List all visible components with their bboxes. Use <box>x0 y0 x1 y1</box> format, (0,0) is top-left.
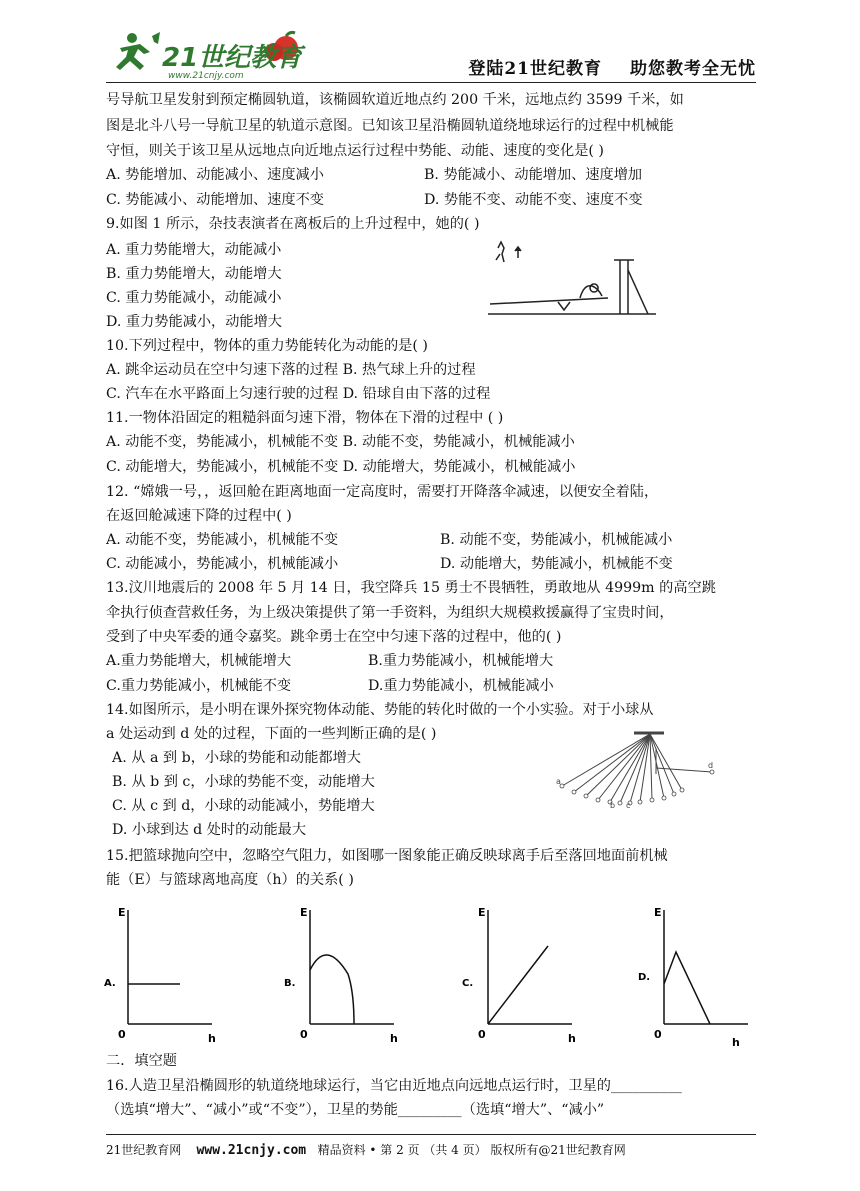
header-divider <box>106 82 756 83</box>
intro-line-3: 守恒，则关于该卫星从远地点向近地点运行过程中势能、动能、速度的变化是( ) <box>106 143 604 159</box>
graph-c-label: C. <box>462 978 474 989</box>
graph-d-curve <box>664 952 710 1024</box>
footer-url-link[interactable]: www.21cnjy.com <box>196 1143 307 1158</box>
q13-option-b: B.重力势能减小，机械能增大 <box>368 653 554 669</box>
site-logo[interactable] <box>110 30 310 82</box>
graph-d-y-label: E <box>654 906 662 919</box>
intro-line-2: 图是北斗八号一导航卫星的轨道示意图。已知该卫星沿椭圆轨道绕地球运行的过程中机械能 <box>106 118 674 134</box>
q12-option-a: A. 动能不变，势能减小，机械能不变 <box>106 532 339 548</box>
footer-divider <box>106 1134 756 1135</box>
q11-options-cd: C. 动能增大，势能减小，机械能不变 D. 动能增大，势能减小，机械能减小 <box>106 459 576 475</box>
graph-c <box>460 902 580 1054</box>
graph-d <box>636 902 756 1054</box>
graph-a-y-label: E <box>118 906 126 919</box>
footer-site-name: 21世纪教育网 <box>106 1143 182 1157</box>
q13-option-a: A.重力势能增大，机械能增大 <box>106 653 292 669</box>
pendulum-label-d: d <box>708 761 714 770</box>
graph-b-label: B. <box>284 978 296 989</box>
pendulum-label-b: b <box>610 801 616 808</box>
q15-line-1: 15.把篮球抛向空中，忽略空气阻力，如图哪一图象能正确反映球离手后至落回地面前机械 <box>106 848 668 864</box>
graph-b-curve <box>310 955 354 1024</box>
q12-option-c: C. 动能减小，势能减小，机械能减小 <box>106 556 339 572</box>
q13-option-d: D.重力势能减小，机械能减小 <box>368 678 554 694</box>
q16-line-1: 16.人造卫星沿椭圆形的轨道绕地球运行，当它由近地点向远地点运行时，卫星的__________ <box>106 1078 682 1094</box>
logo-url: www.21cnjy.com <box>168 71 244 81</box>
logo-text: 21世纪教育 <box>162 43 303 73</box>
q12-line-1: 12. “嫦娥一号，，返回舱在距离地面一定高度时，需要打开降落伞减速，以便安全着陆， <box>106 484 659 500</box>
graph-c-curve <box>488 946 548 1024</box>
q11-stem: 11.一物体沿固定的粗糙斜面匀速下滑，物体在下滑的过程中 ( ) <box>106 410 504 426</box>
graph-b-origin: 0 <box>300 1028 308 1041</box>
pendulum-figure <box>554 728 724 808</box>
pendulum-label-a: a <box>556 777 561 786</box>
footer-page-info: 精品资料 • 第 2 页 （共 4 页） 版权所有@21世纪教育网 <box>317 1143 626 1157</box>
q14-option-d: D. 小球到达 d 处时的动能最大 <box>112 822 307 838</box>
graph-d-x-label: h <box>732 1036 740 1049</box>
slogan-left: 登陆21世纪教育 <box>468 59 602 79</box>
graph-b-x-label: h <box>390 1032 398 1045</box>
q10-stem: 10.下列过程中，物体的重力势能转化为动能的是( ) <box>106 338 428 354</box>
q12-option-d: D. 动能增大，势能减小，机械能不变 <box>440 556 673 572</box>
graph-a-x-label: h <box>208 1032 216 1045</box>
graph-a <box>100 902 220 1054</box>
q14-option-b: B. 从 b 到 c，小球的势能不变，动能增大 <box>112 774 375 790</box>
graph-d-label: D. <box>638 972 651 983</box>
graph-d-origin: 0 <box>654 1028 662 1041</box>
q13-option-c: C.重力势能减小，机械能不变 <box>106 678 292 694</box>
intro-option-c: C. 势能减小、动能增加、速度不变 <box>106 192 324 208</box>
graph-a-label: A. <box>104 978 116 989</box>
q9-option-b: B. 重力势能增大，动能增大 <box>106 266 282 282</box>
acrobat-figure <box>488 240 660 320</box>
section-heading-fill-in: 二．填空题 <box>106 1053 177 1069</box>
q10-options-cd: C. 汽车在水平路面上匀速行驶的过程 D. 铅球自由下落的过程 <box>106 386 491 402</box>
page-footer <box>106 1141 626 1158</box>
q9-stem: 9.如图 1 所示，杂技表演者在离板后的上升过程中，她的( ) <box>106 216 480 232</box>
graph-c-x-label: h <box>568 1032 576 1045</box>
header-slogan <box>468 54 756 79</box>
intro-line-1: 号导航卫星发射到预定椭圆轨道，该椭圆软道近地点约 200 千米，远地点约 3599 千米，如 <box>106 92 684 108</box>
graph-b-y-label: E <box>300 906 308 919</box>
q14-option-c: C. 从 c 到 d，小球的动能减小，势能增大 <box>112 798 375 814</box>
graph-c-origin: 0 <box>478 1028 486 1041</box>
q11-options-ab: A. 动能不变，势能减小，机械能不变 B. 动能不变，势能减小，机械能减小 <box>106 434 575 450</box>
q9-option-c: C. 重力势能减小，动能减小 <box>106 290 282 306</box>
slogan-right: 助您教考全无忧 <box>630 59 756 79</box>
q13-line-2: 伞执行侦查营救任务，为上级决策提供了第一手资料，为组织大规模救援赢得了宝贵时间， <box>106 605 674 621</box>
pendulum-label-c: c <box>626 801 631 808</box>
q14-line-1: 14.如图所示，是小明在课外探究物体动能、势能的转化时做的一个小实验。对于小球从 <box>106 702 654 718</box>
q14-option-a: A. 从 a 到 b，小球的势能和动能都增大 <box>112 750 361 766</box>
graph-c-y-label: E <box>478 906 486 919</box>
intro-option-b: B. 势能减小、动能增加、速度增加 <box>424 167 643 183</box>
graph-a-origin: 0 <box>118 1028 126 1041</box>
q9-option-a: A. 重力势能增大，动能减小 <box>106 242 282 258</box>
q16-line-2: （选填“增大”、“减小”或“不变”），卫星的势能_________（选填“增大”、“减小” <box>106 1102 605 1118</box>
q12-line-2: 在返回舱减速下降的过程中( ) <box>106 508 292 524</box>
q9-option-d: D. 重力势能减小，动能增大 <box>106 314 282 330</box>
q10-options-ab: A. 跳伞运动员在空中匀速下落的过程 B. 热气球上升的过程 <box>106 362 476 378</box>
q13-line-3: 受到了中央军委的通令嘉奖。跳伞勇士在空中匀速下落的过程中，他的( ) <box>106 629 562 645</box>
logo-graphic <box>110 30 310 82</box>
intro-option-d: D. 势能不变、动能不变、速度不变 <box>424 192 643 208</box>
q15-line-2: 能（E）与篮球离地高度（h）的关系( ) <box>106 872 354 888</box>
q14-line-2: a 处运动到 d 处的过程，下面的一些判断正确的是( ) <box>106 726 437 742</box>
intro-option-a: A. 势能增加、动能减小、速度减小 <box>106 167 324 183</box>
q12-option-b: B. 动能不变，势能减小，机械能减小 <box>440 532 673 548</box>
q13-line-1: 13.汶川地震后的 2008 年 5 月 14 日，我空降兵 15 勇士不畏牺牲，勇敢地从 4999m 的高空跳 <box>106 580 716 596</box>
graph-b <box>282 902 402 1054</box>
